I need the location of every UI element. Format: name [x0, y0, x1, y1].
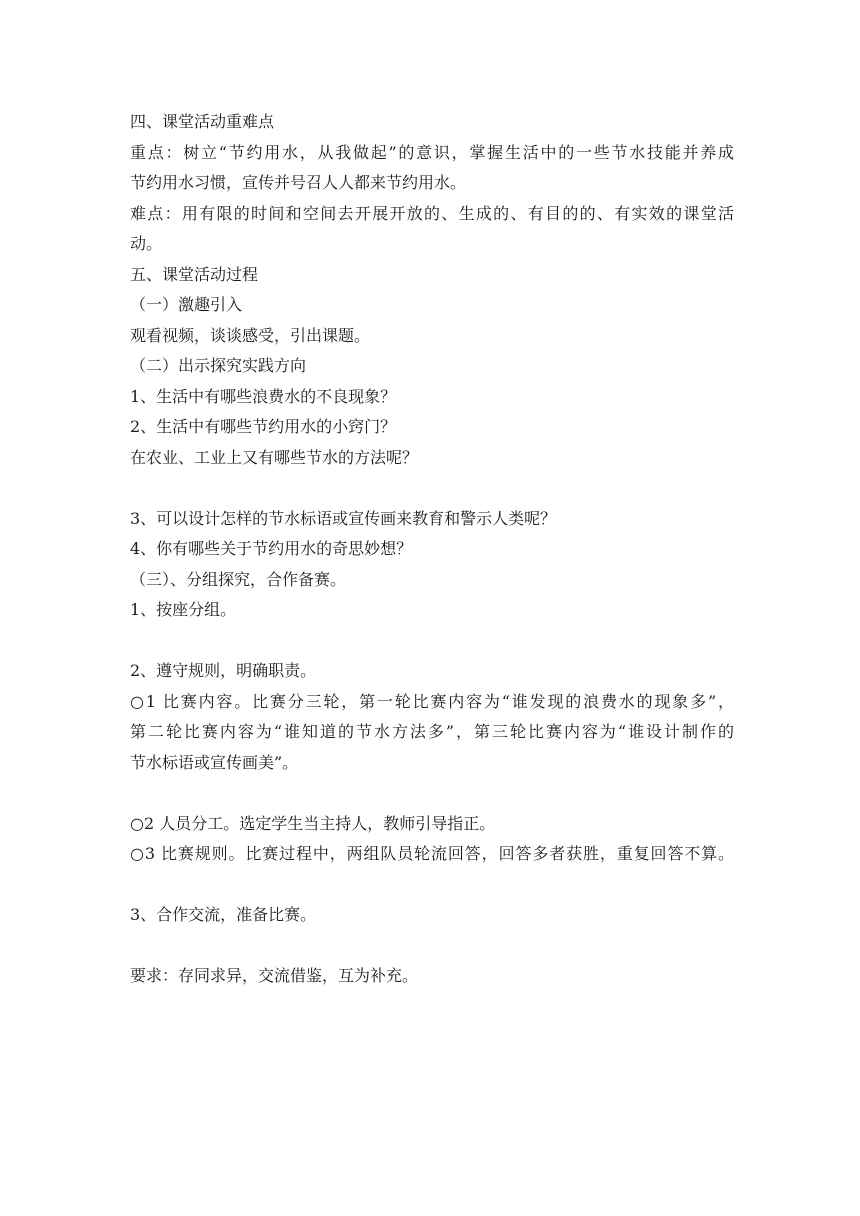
blank-line [130, 870, 734, 901]
rule-content-end: 节水标语或宣传画美”。 [130, 752, 299, 772]
subheading-intro: （一）激趣引入 [130, 295, 243, 314]
section-heading-key-points: 四、课堂活动重难点 [130, 112, 275, 131]
direction-item-2: 2、生活中有哪些节约用水的小窍门？ [130, 417, 397, 436]
direction-item-4: 4、你有哪些关于节约用水的奇思妙想？ [130, 539, 413, 558]
group-item-1: 1、按座分组。 [130, 600, 237, 619]
rule-content: ○1 比赛内容。比赛分三轮，第一轮比赛内容为“谁发现的浪费水的现象多”， [130, 691, 734, 711]
group-item-3: 3、合作交流，准备比赛。 [130, 905, 317, 924]
rule-roles: ○2 人员分工。选定学生当主持人，教师引导指正。 [130, 813, 496, 833]
blank-line [130, 778, 734, 809]
difficulty-text: 难点：用有限的时间和空间去开展开放的、生成的、有目的的、有实效的课堂活 [130, 203, 734, 223]
subheading-group-work: （三）、分组探究，合作备赛。 [130, 569, 347, 589]
requirements-text: 要求：存同求异，交流借鉴，互为补充。 [130, 966, 419, 985]
direction-item-3: 3、可以设计怎样的节水标语或宣传画来教育和警示人类呢？ [130, 508, 557, 528]
document-body [130, 107, 734, 992]
blank-line [130, 626, 734, 657]
intro-text: 观看视频，谈谈感受，引出课题。 [130, 325, 371, 345]
key-point-text-cont: 节约用水习惯，宣传并号召人人都来节约用水。 [130, 173, 467, 192]
direction-item-2-cont: 在农业、工业上又有哪些节水的方法呢？ [130, 447, 419, 467]
blank-line [130, 931, 734, 962]
group-item-2: 2、遵守规则，明确职责。 [130, 661, 317, 680]
direction-item-1: 1、生活中有哪些浪费水的不良现象？ [130, 386, 397, 406]
rule-content-cont: 第二轮比赛内容为“谁知道的节水方法多”，第三轮比赛内容为“谁设计制作的 [130, 722, 734, 741]
blank-line [130, 473, 734, 504]
subheading-directions: （二）出示探究实践方向 [130, 356, 307, 375]
rule-competition: ○3 比赛规则。比赛过程中，两组队员轮流回答，回答多者获胜，重复回答不算。 [130, 844, 734, 863]
key-point-text: 重点：树立“节约用水，从我做起”的意识，掌握生活中的一些节水技能并养成 [130, 142, 734, 162]
section-heading-process: 五、课堂活动过程 [130, 264, 259, 284]
difficulty-text-cont: 动。 [130, 234, 163, 253]
